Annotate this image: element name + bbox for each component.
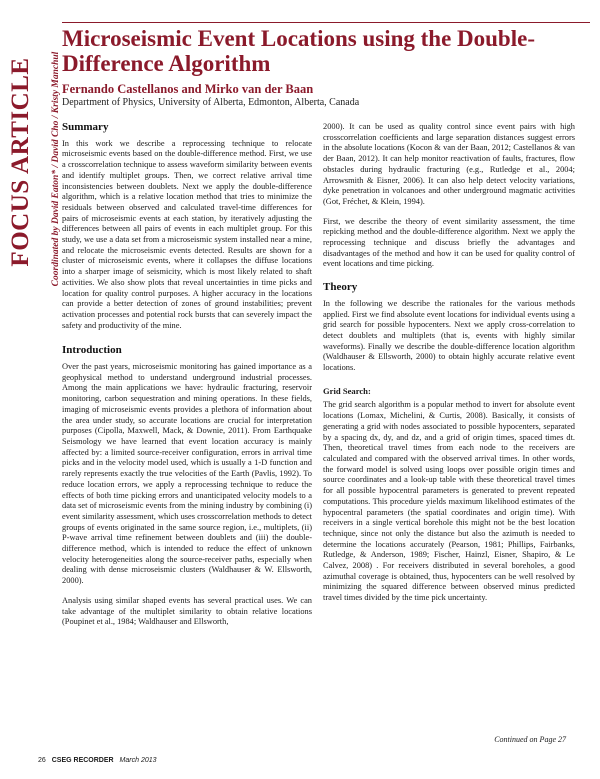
- introduction-heading: Introduction: [62, 344, 122, 357]
- article-affiliation: Department of Physics, University of Alberta, Edmonton, Alberta, Canada: [62, 97, 360, 108]
- article-title: Microseismic Event Locations using the Double-Difference Algorithm: [62, 26, 535, 76]
- theory-paragraph-1: In the following we describe the rationales for the various methods applied. First we find absolute event locations for individual events using a grid search for possible hypocenters. Next we apply cross-correlation to detect doublets and multiplets (that is, events with highly similar waveforms). Finally we describe the double-difference location algorithm (Waldhauser & Ellsworth, 2000) to obtain highly accurate relative event locations.: [323, 298, 575, 373]
- summary-text: In this work we describe a reprocessing technique to relocate microseismic events based on the double-difference method. First, we use a crosscorrelation technique to assess waveform similarity between events and identify multiplet groups. Then, we correct relative arrival time inconsistencies between doublets. Next we apply the double-difference algorithm, which is a relative location method that tries to minimize the residuals between observed and calculated travel-time differences for pairs of microseismic events at each station, by iteratively adjusting the differences between all pairs of events in each multiplet group. For this study, we use a data set from a microseismic system installed near a mine, and relocate the microseismic events detected. Results are shown for a cluster of microseismic events, where it collapses the diffuse locations into a sharper image of seismicity, which is most likely related to shaft activities. We also show plots that reveal uncertainties in time picks and location for quality control purposes. A higher accuracy in the locations can provide a better detection of zones of ground instabilities; prevent activation processes and potential rock bursts that can severely impact the safety and productivity of the mine.: [62, 138, 312, 330]
- page-number: 26: [38, 757, 46, 764]
- theory-heading: Theory: [323, 281, 358, 294]
- page-footer: [38, 757, 157, 764]
- introduction-paragraph-3: First, we describe the theory of event similarity assessment, the time repicking method and the double-difference algorithm. Next we apply the reprocessing technique and discuss briefly the advantages and disadvantages of the method and how it can be used for quality control of event locations and time picking.: [323, 216, 575, 269]
- continued-note: Continued on Page 27: [494, 735, 566, 744]
- right-column: [323, 122, 575, 613]
- theory-paragraph-2: The grid search algorithm is a popular method to invert for absolute event locations (Lomax, Michelini, & Curtis, 2008). Basically, it consists of generating a grid with nodes associated to possible hypocenters, separated by a spacing dx, dy, and dz, and a grid of origin times, spaced times dt. Then, theoretical travel times from each node to the receivers are calculated and compared with the observed arrival times. In other words, the forward model is solved using loops over possible origin times and source coordinates and a look-up table with these theoretical travel times for all possible hypocentral parameters is generated to prevent repeated computations. This procedure yields maximum likelihood estimates of the hypocentral parameters (the spatial coordinates and origin time). With receivers in a single vertical borehole this might not be the best location technique, since not only the distance but also the azimuth is needed to determine the locations accurately (Pearson, 1981; Phillips, Fairbanks, Rutledge, & Anderson, 1989; Fischer, Hainzl, Eisner, Shapiro, & Le Calvez, 2008) . For receivers distributed in several boreholes, a good azimuthal coverage is obtained, thus, hypocenters can be well resolved by minimizing the squared difference between observed minus predicted travel times divided by the time pick uncertainty.: [323, 400, 575, 603]
- introduction-paragraph-2: Analysis using similar shaped events has several practical uses. We can take advantage of the multiplet similarity to obtain relative locations (Poupinet et al., 1984; Waldhauser and Ellsworth,: [62, 595, 312, 627]
- publication-name: CSEG RECORDER: [51, 757, 114, 764]
- focus-article-label: FOCUS ARTICLE: [7, 57, 34, 267]
- introduction-paragraph-2-continued: 2000). It can be used as quality control since event pairs with high crosscorrelation coefficients and large separation distances suggest errors in the absolute locations (Kocon & van der Baan, 2012; Castellanos & van der Baan, 2012). It can help monitor reactivation of faults, fractures, flow obstacles during hydraulic fracturing (e.g., Rutledge et al., 2004; Arrowsmith & Eisner, 2006). It can also help detect velocity variations, dyke penetration in volcanoes and other underground magmatic activities (Got, Fréchet, & Klein, 1994).: [323, 122, 575, 206]
- issue-date: March 2013: [119, 757, 157, 764]
- summary-heading: Summary: [62, 121, 109, 133]
- top-rule: [62, 22, 590, 23]
- left-column: [62, 122, 312, 637]
- introduction-paragraph-1: Over the past years, microseismic monitoring has gained importance as a geophysical method to understand underground industrial processes. Among the main applications we have: hydraulic fracturing, reservoir monitoring, carbon sequestration and mining operations. In these fields, imaging of microseismic events provides a plethora of information about the area under study, so accurate locations are crucial for interpretation purposes (Cipolla, Maxwell, Mack, & Downie, 2011). From Earthquake Seismology we have learned that event location accuracy is mainly affected by: a limited source-receiver configuration, errors in arrival time picks and in the velocity model used, which is usually a 1-D function and rarely represents exactly the true velocities of the Earth (Pavlis, 1992). To reduce location errors, we apply a reprocessing technique to reduce the effects of both time picking errors and unanticipated velocity models to a data set of microseismic events from the mining industry by combining (i) event similarity assessment, which uses crosscorrelation methods to detect groups of events originated in the same source region, i.e., multiplets, (ii) P-wave arrival time refinement between doublets and (iii) the double-difference method, which is intended to reduce the effect of unknown velocity heterogeneities along the source-receiver paths, especially when dealing with dense microseismic clusters (Waldhauser & W. Ellsworth, 2000).: [62, 362, 312, 586]
- grid-search-subheading: Grid Search:: [323, 385, 371, 396]
- article-authors: Fernando Castellanos and Mirko van der Baan: [62, 82, 314, 96]
- coordinators-text: Coordinated by David Eaton* / David Cho / Kristy Manchul: [51, 51, 61, 287]
